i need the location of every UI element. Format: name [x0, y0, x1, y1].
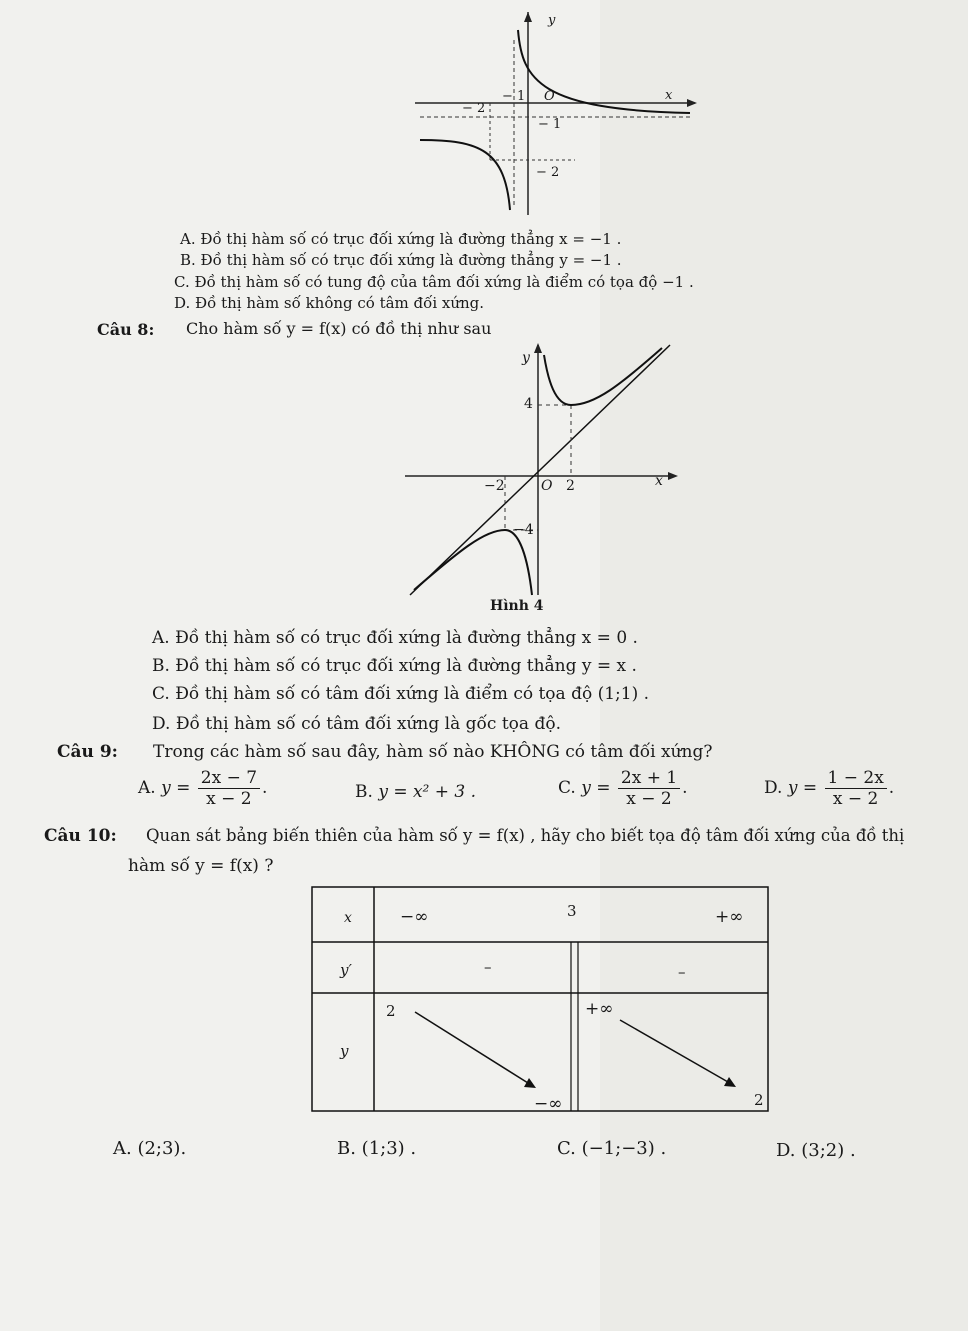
q9-option-b [355, 782, 476, 802]
y-axis-label: y [522, 350, 530, 366]
x-axis-label: x [655, 473, 663, 489]
y-axis-arrow [534, 343, 542, 353]
option-d-numerator: 1 − 2x [825, 768, 887, 789]
tick-y-neg1: − 1 [538, 117, 562, 132]
x-axis-arrow [668, 472, 678, 480]
q8-option-b: B. Đồ thị hàm số có trục đối xứng là đường thẳng y = x . [152, 656, 637, 676]
q9-option-d: D. y = $\frac{1 - 2x}{x - 2}$ . [764, 768, 895, 809]
decrease-arrow-right [620, 1020, 728, 1082]
yprime-minus-right: – [678, 963, 686, 981]
x-axis-arrow [687, 99, 697, 107]
option-b-prefix: B. [355, 782, 373, 802]
x-neg-inf: −∞ [400, 907, 429, 927]
tick-x-neg2: −2 [484, 478, 505, 494]
option-a-fraction [198, 768, 260, 809]
option-a-prefix: A. [138, 778, 156, 798]
tick-y-4: 4 [524, 396, 533, 412]
prev-option-b: B. Đồ thị hàm số có trục đối xứng là đường thẳng y = −1 . [180, 251, 622, 269]
row-y-label: y [340, 1042, 349, 1060]
q10-text-line1: Quan sát bảng biến thiên của hàm số y = f(x) , hãy cho biết tọa độ tâm đối xứng của đồ thị [146, 826, 905, 845]
y-axis-arrow [524, 12, 532, 22]
option-d-lhs: y = [787, 778, 818, 798]
q10-option-c: C. (−1;−3) . [557, 1138, 667, 1159]
asymptote-y-eq-x [410, 345, 670, 595]
y-plus-inf: +∞ [585, 999, 614, 1019]
x-three: 3 [567, 902, 577, 920]
q10-label: Câu 10: [44, 826, 117, 846]
option-d-denominator: x − 2 [832, 789, 879, 809]
q8-option-a: A. Đồ thị hàm số có trục đối xứng là đường thẳng x = 0 . [152, 628, 638, 648]
prev-option-d: D. Đồ thị hàm số không có tâm đối xứng. [174, 294, 485, 312]
option-a-denominator: x − 2 [206, 789, 252, 809]
tick-x-neg1: − 1 [502, 89, 526, 104]
tick-y-neg2: − 2 [536, 165, 560, 180]
prev-option-c: C. Đồ thị hàm số có tung độ của tâm đối xứng là điểm có tọa độ −1 . [174, 273, 694, 291]
option-c-prefix: C. [558, 778, 576, 798]
figure-caption: Hình 4 [490, 598, 544, 614]
option-a-lhs: y = [161, 778, 191, 798]
option-b-text: y = x² + 3 . [378, 782, 477, 802]
q8-option-d: D. Đồ thị hàm số có tâm đối xứng là gốc tọa độ. [152, 714, 561, 734]
tick-x-2: 2 [566, 478, 575, 494]
q9-label: Câu 9: [57, 742, 118, 762]
q9-option-c: C. y = $\frac{2x + 1}{x - 2}$ . [558, 768, 688, 809]
q9-text: Trong các hàm số sau đây, hàm số nào KHÔNG có tâm đối xứng? [153, 742, 713, 762]
curve-left-branch [414, 530, 532, 595]
q10-option-d: D. (3;2) . [776, 1140, 856, 1161]
y-axis-label: y [548, 13, 556, 28]
option-d-prefix: D. [764, 778, 783, 798]
tick-x-neg2: − 2 [462, 101, 486, 116]
q9-option-a: A. y = $\frac{2x - 7}{x - 2}$ . [138, 768, 268, 809]
y-minus-inf: −∞ [534, 1094, 563, 1114]
decrease-arrow-left [415, 1012, 528, 1083]
variation-table [310, 885, 780, 1115]
q10-text-line2: hàm số y = f(x) ? [128, 856, 274, 876]
q10-option-a: A. (2;3). [113, 1138, 187, 1159]
option-d-fraction [825, 768, 887, 809]
y-two-left: 2 [386, 1002, 396, 1020]
option-c-numerator: 2x + 1 [618, 768, 680, 789]
y-two-right: 2 [754, 1091, 764, 1109]
origin-label: O [541, 478, 553, 494]
graph-hinh-4 [395, 340, 695, 615]
option-c-lhs: y = [581, 778, 611, 798]
q8-option-c: C. Đồ thị hàm số có tâm đối xứng là điểm có tọa độ (1;1) . [152, 684, 650, 704]
curve-left-branch [420, 140, 510, 210]
q8-text: Cho hàm số y = f(x) có đồ thị như sau [186, 319, 492, 338]
x-axis-label: x [665, 88, 673, 103]
row-x-label: x [344, 910, 352, 926]
q10-option-b: B. (1;3) . [337, 1138, 417, 1159]
yprime-minus-left: – [484, 958, 492, 976]
graph-hyperbola-1 [380, 10, 710, 225]
option-c-fraction [618, 768, 680, 809]
x-pos-inf: +∞ [715, 907, 744, 927]
row-yprime-label: y′ [340, 961, 352, 979]
curve-right-branch [544, 348, 662, 405]
q8-label: Câu 8: [97, 320, 155, 339]
option-a-numerator: 2x − 7 [198, 768, 260, 789]
origin-label: O [544, 89, 555, 104]
tick-y-neg4: −4 [513, 522, 534, 538]
option-c-denominator: x − 2 [626, 789, 672, 809]
prev-option-a: A. Đồ thị hàm số có trục đối xứng là đường thẳng x = −1 . [180, 230, 622, 248]
